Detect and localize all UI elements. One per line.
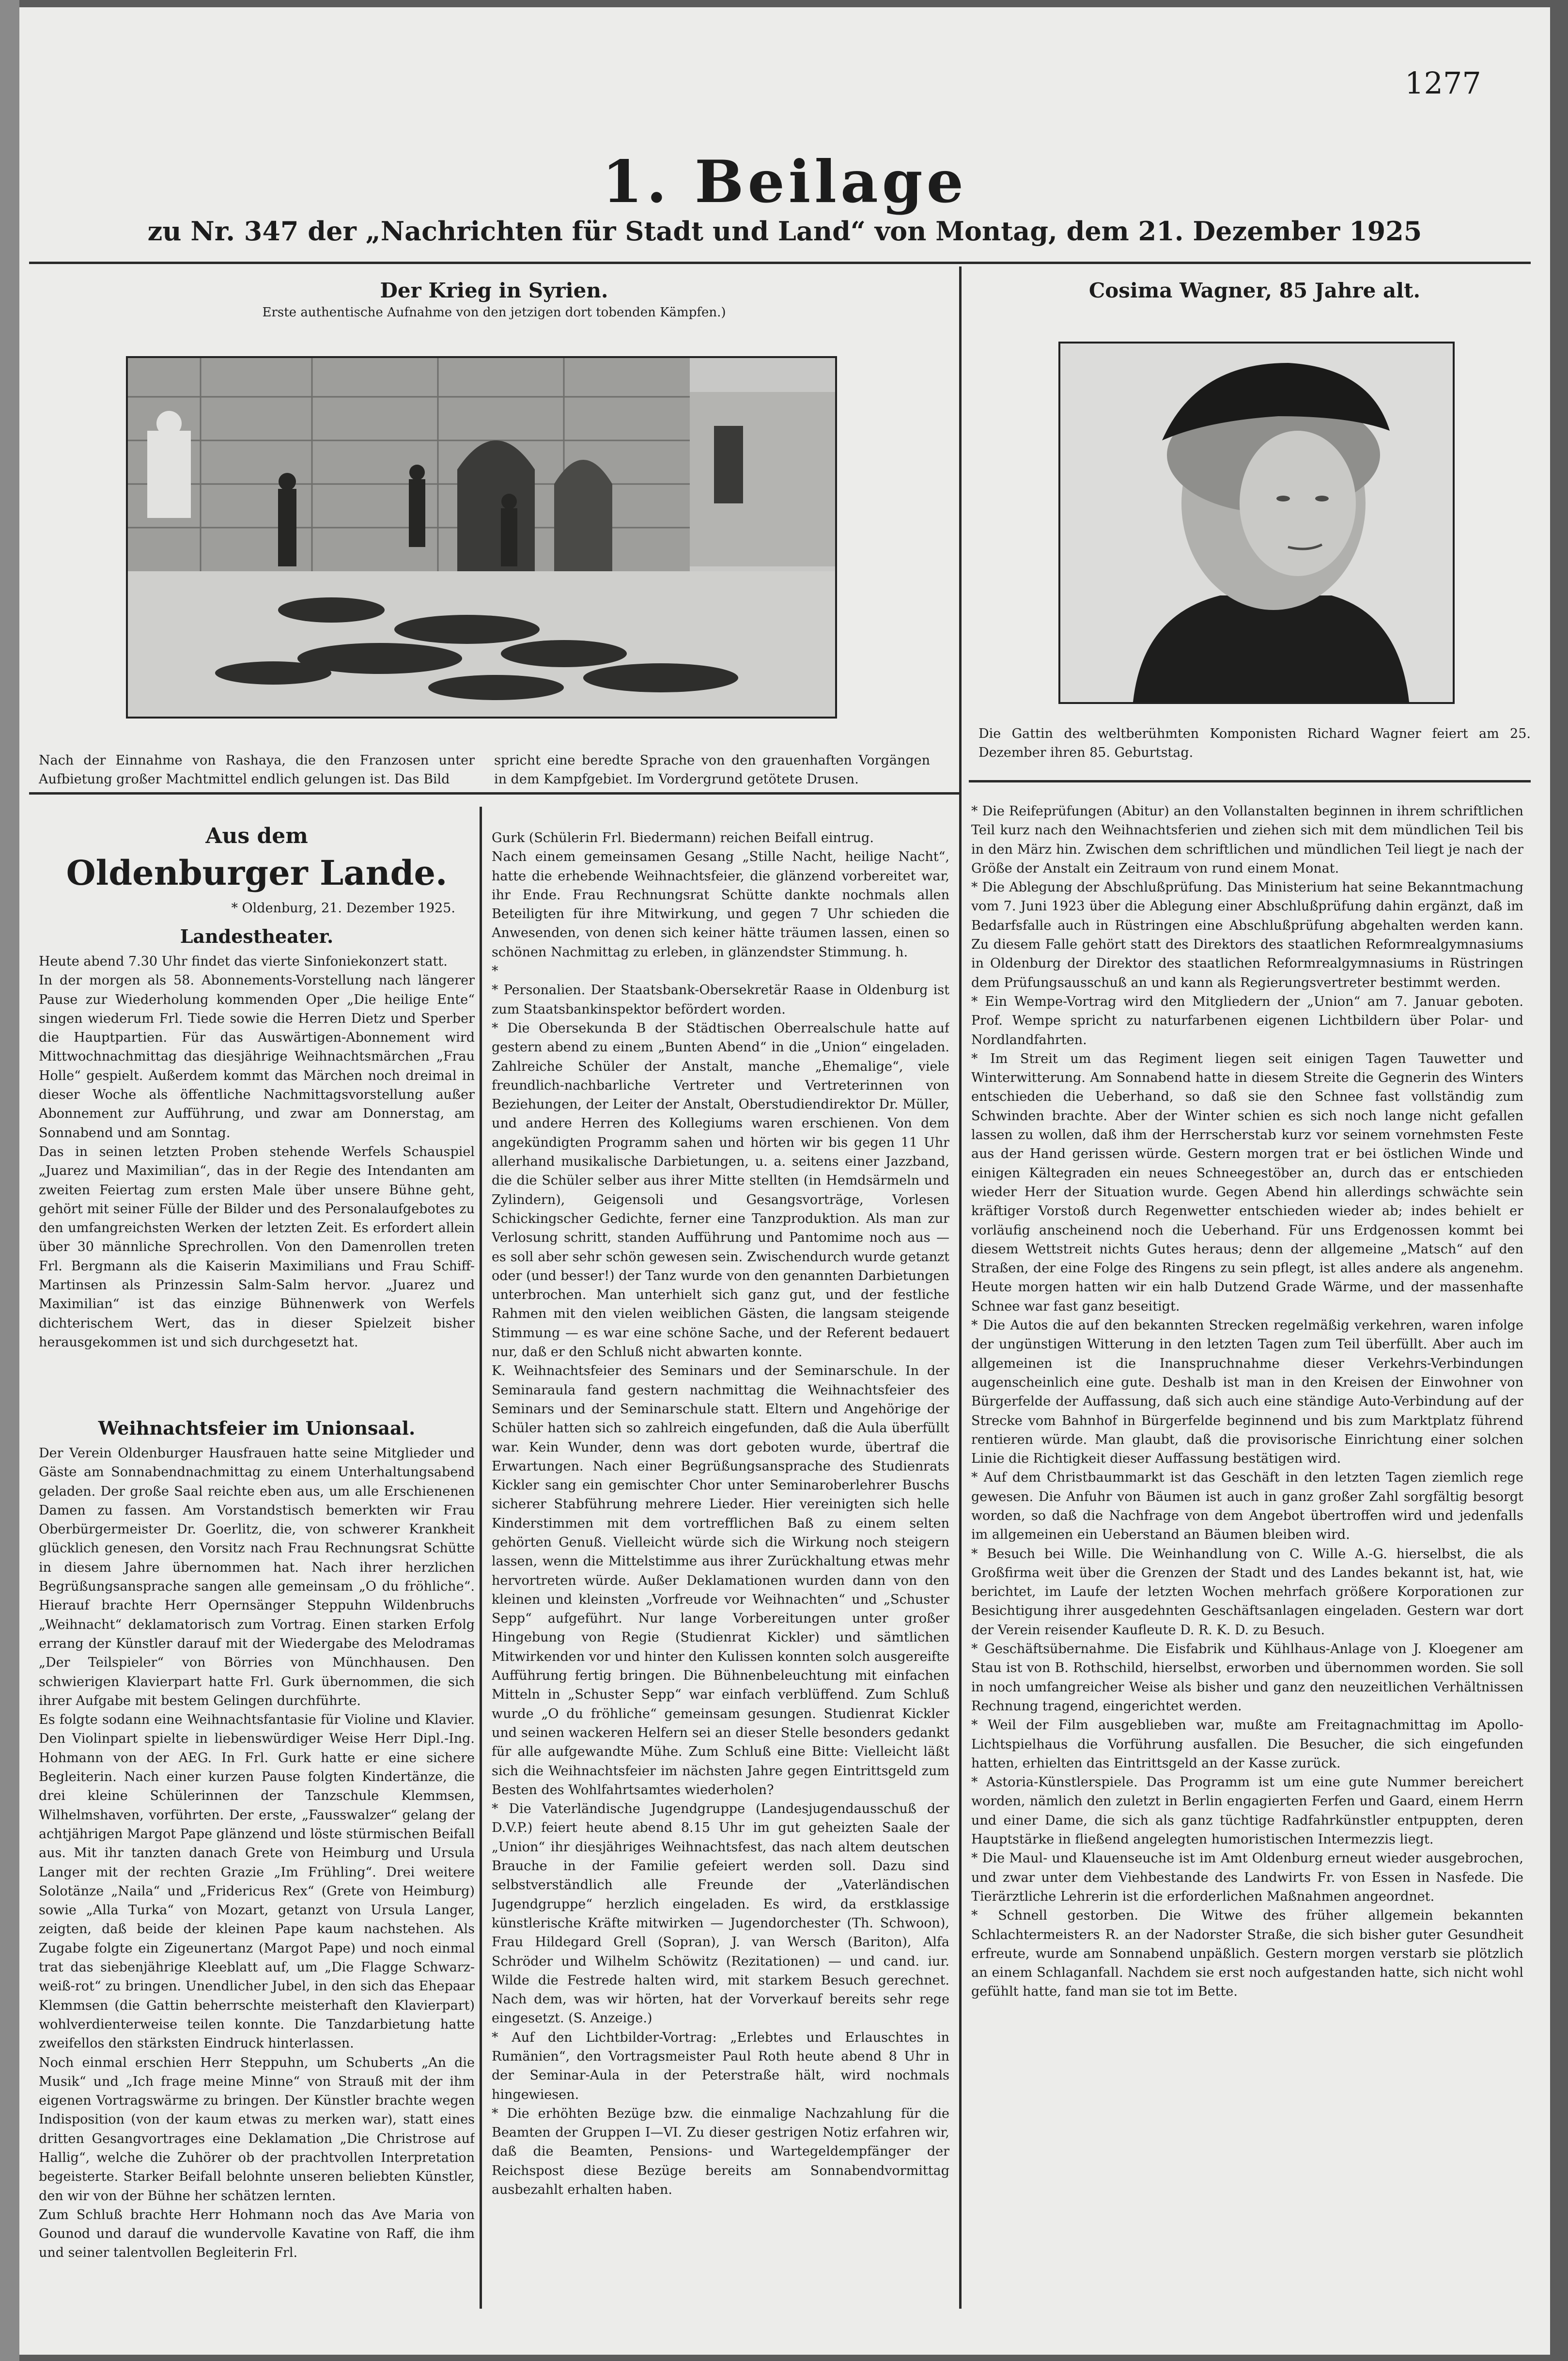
page-number: 1277	[1405, 65, 1481, 101]
rule-left-under-photo	[29, 792, 959, 795]
scan-gutter	[0, 0, 19, 2361]
section-kicker: Aus dem	[205, 824, 308, 848]
syria-photo-image	[128, 358, 835, 717]
syria-caption-right: spricht eine beredte Sprache von den grauenhaften Vorgängen in dem Kampfgebiet. Im Vordergrund getötete Drusen.	[494, 753, 930, 787]
newspaper-page	[19, 7, 1550, 2355]
masthead-title: 1. Beilage	[602, 148, 967, 216]
syria-title: Der Krieg in Syrien.	[380, 279, 608, 302]
column-rule-2	[959, 795, 962, 2309]
syria-caption-left: Nach der Einnahme von Rashaya, die den Franzosen unter Aufbietung großer Machtmittel endlich gelungen ist. Das Bild	[39, 753, 475, 787]
section-dateline: * Oldenburg, 21. Dezember 1925.	[231, 901, 455, 916]
col1-head-theatre: Landestheater.	[180, 925, 334, 947]
syria-photo	[126, 356, 837, 719]
wagner-title: Cosima Wagner, 85 Jahre alt.	[1088, 279, 1421, 302]
col1-head-union: Weihnachtsfeier im Unionsaal.	[98, 1417, 416, 1439]
rule-right-under-caption	[969, 780, 1531, 782]
col2-text: Gurk (Schülerin Frl. Biedermann) reichen Beifall eintrug. Nach einem gemeinsamen Gesang „Stille Nacht, heilige Nacht“, hatte die erhebende Weihnachtsfeier, die glänzend vorbereitet war, ihr Ende. Frau Rechnungsrat Schütte dankte nochmals allen Beteiligten für ihre Mitwirkung, und gegen 7 Uhr schieden die Anwesenden, von denen sich keiner hätte träumen lassen, einen so schönen Nachmittag zu erleben, in glänzendster Stimmung. h. * * Personalien. Der Staatsbank-Obersekretär Raase in Oldenburg ist zum Staatsbankinspektor befördert worden. * Die Obersekunda B der Städtischen Oberrealschule hatte auf gestern abend zu einem „Bunten Abend“ in die „Union“ eingeladen. Zahlreiche Schüler der Anstalt, manche „Ehemalige“, viele freundlich-nachbarliche Vertreter und Vertreterinnen von Beziehungen, der Leiter der Anstalt, Oberstudiendirektor Dr. Müller, und andere Herren des Kollegiums waren erschienen. Von dem angekündigten Programm sahen und hörten wir bis gegen 11 Uhr allerhand musikalische Darbietungen, u. a. seitens einer Jazzband, die die Schüler selber aus ihrer Mitte stellten (in Hemdsärmeln und Zylindern), Geigensoli und Gesangsvorträge, Vorlesen Schickingscher Gedichte, ferner eine Tanzproduktion. Als man zur Verlosung schritt, standen Aufführung und Pantomime noch aus — es soll aber sehr schön gewesen sein. Zwischendurch wurde getanzt oder (und besser!) der Tanz wurde von den genannten Darbietungen unterbrochen. Man unterhielt sich ganz gut, und der festliche Rahmen mit den vielen weiblichen Gästen, die langsam steigende Stimmung — es war eine schöne Sache, und der Referent bedauert nur, daß er den Schluß nicht abwarten konnte. K. Weihnachtsfeier des Seminars und der Seminarschule. In der Seminaraula fand gestern nachmittag die Weihnachtsfeier des Seminars und der Seminarschule statt. Eltern und Angehörige der Schüler hatten sich so zahlreich eingefunden, daß die Aula überfüllt war. Kein Wunder, denn was dort geboten wurde, übertraf die Erwartungen. Nach einer Begrüßungsansprache des Studienrats Kickler sang ein gemischter Chor unter Seminaroberlehrer Buschs sicherer Stabführung mehrere Lieder. Hier vereinigten sich helle Kinderstimmen mit dem vortrefflichen Baß zu einem selten gehörten Genuß. Vielleicht würde sich die Wirkung noch steigern lassen, wenn die Mittelstimme aus ihrer Zurückhaltung etwas mehr hervortreten würde. Außer Deklamationen wurden dann von den kleinen und kleinsten „Vorfreude vor Weihnachten“ und „Schuster Sepp“ aufgeführt. Nur lange Vorbereitungen unter großer Hingebung von Regie (Studienrat Kickler) und sämtlichen Mitwirkenden vor und hinter den Kulissen konnten solch ausgereifte Aufführung fertig bringen. Die Bühnenbeleuchtung mit einfachen Mitteln in „Schuster Sepp“ war einfach verblüffend. Zum Schluß wurde „O du fröhliche“ gemeinsam gesungen. Studienrat Kickler und seinen wackeren Helfern sei an dieser Stelle besonders gedankt für alle aufgewandte Mühe. Zum Schluß eine Bitte: Vielleicht läßt sich die Weihnachtsfeier im nächsten Jahre gegen Eintrittsgeld zum Besten des Wohlfahrtsamtes wiederholen? * Die Vaterländische Jugendgruppe (Landesjugendausschuß der D.V.P.) feiert heute abend 8.15 Uhr im gut geheizten Saale der „Union“ ihr diesjähriges Weihnachtsfest, das nach altem deutschen Brauche in der Familie gefeiert werden soll. Dazu sind selbstverständlich alle Freunde der „Vaterländischen Jugendgruppe“ herzlich eingeladen. Es wird, da erstklassige künstlerische Kräfte mitwirken — Jugendorchester (Th. Schwoon), Frau Hildegard Grell (Sopran), J. van Wersch (Bariton), Alfa Schröder und Wilhelm Schöwitz (Rezitationen) — und cand. iur. Wilde die Festrede halten wird, mit starkem Besuch gerechnet. Nach dem, was wir hörten, hat der Vorverkauf bereits sehr rege eingesetzt. (S. Anzeige.) * Auf den Lichtbilder-Vortrag: „Erlebtes und Erlauschtes in Rumänien“, den Vortragsmeister Paul Roth heute abend 8 Uhr in der Seminar-Aula in der Peterstraße hält, wird nochmals hingewiesen. * Die erhöhten Bezüge bzw. die einmalige Nachzahlung für die Beamten der Gruppen I—VI. Zu dieser gestrigen Notiz erfahren wir, daß die Beamten, Pensions- und Wartegeldempfänger der Reichspost diese Bezüge bereits am Sonnabendvormittag ausbezahlt erhalten haben.	[492, 830, 949, 2198]
wagner-caption: Die Gattin des weltberühmten Komponisten Richard Wagner feiert am 25. Dezember ihren 85. Geburtstag.	[978, 726, 1531, 760]
masthead-rule	[29, 262, 1531, 264]
col1-union-text: Der Verein Oldenburger Hausfrauen hatte seine Mitglieder und Gäste am Sonnabendnachmittag zu einem Unterhaltungsabend geladen. Der große Saal reichte eben aus, um alle Erschienenen Damen zu fassen. Am Vorstandstisch bemerkten wir Frau Oberbürgermeister Dr. Goerlitz, die, von schwerer Krankheit glücklich genesen, den Vorsitz nach Frau Rechnungsrat Schütte in diesem Jahre übernommen hat. Nach ihrer herzlichen Begrüßungsansprache sangen alle gemeinsam „O du fröhliche“. Hierauf brachte Herr Opernsänger Steppuhn Wildenbruchs „Weihnacht“ deklamatorisch zum Vortrag. Einen starken Erfolg errang der Künstler darauf mit der Wiedergabe des Melodramas „Der Teilspieler“ von Börries von Münchhausen. Den schwierigen Klavierpart hatte Frl. Gurk übernommen, die sich ihrer Aufgabe mit bestem Gelingen durchführte. Es folgte sodann eine Weihnachtsfantasie für Violine und Klavier. Den Violinpart spielte in liebenswürdiger Weise Herr Dipl.-Ing. Hohmann von der AEG. In Frl. Gurk hatte er eine sichere Begleiterin. Nach einer kurzen Pause folgten Kindertänze, die drei kleine Schülerinnen der Tanzschule Klemmsen, Wilhelmshaven, vorführten. Der erste, „Fausswalzer“ gelang der achtjährigen Margot Pape glänzend und löste stürmischen Beifall aus. Mit ihr tanzten danach Grete von Heimburg und Ursula Langer mit der rechten Grazie „Im Frühling“. Drei weitere Solotänze „Naila“ und „Fridericus Rex“ (Grete von Heimburg) sowie „Alla Turka“ von Mozart, getanzt von Ursula Langer, zeigten, daß beide der kleinen Pape kaum nachstehen. Als Zugabe folgte ein Zigeunertanz (Margot Pape) und noch einmal trat das siebenjährige Kleeblatt auf, um „Die Flagge Schwarz-weiß-rot“ zu bringen. Unendlicher Jubel, in den sich das Ehepaar Klemmsen (die Gattin beherrschte meisterhaft den Klavierpart) wohlverdienterweise teilen konnte. Die Tanzdarbietung hatte zweifellos den stärksten Eindruck hinterlassen. Noch einmal erschien Herr Steppuhn, um Schuberts „An die Musik“ und „Ich frage meine Minne“ von Strauß mit der ihm eigenen Vortragswärme zu bringen. Der Künstler brachte wegen Indisposition (von der kaum etwas zu merken war), statt eines dritten Gesangvortrages eine Deklamation „Die Christrose auf Hallig“, welche die Zuhörer ob der prachtvollen Interpretation begeisterte. Starker Beifall belohnte unseren beliebten Künstler, den wir von der Bühne her schätzen lernten. Zum Schluß brachte Herr Hohmann noch das Ave Maria von Gounod und darauf die wundervolle Kavatine von Raff, die ihm und seiner talentvollen Begleiterin Frl.	[39, 1446, 475, 2261]
wagner-portrait	[1058, 342, 1455, 704]
wagner-portrait-image	[1060, 344, 1453, 702]
column-rule-photo	[959, 266, 962, 795]
syria-subtitle: Erste authentische Aufnahme von den jetzigen dort tobenden Kämpfen.)	[262, 305, 726, 320]
section-title: Oldenburger Lande.	[66, 853, 448, 893]
col1-theatre-text: Heute abend 7.30 Uhr findet das vierte Sinfoniekonzert statt. In der morgen als 58. Abonnements-Vorstellung nach längerer Pause zur Wiederholung kommenden Oper „Die heilige Ente“ singen wiederum Frl. Tiede sowie die Herren Dietz und Sperber die Hauptpartien. Für das Auswärtigen-Abonnement wird Mittwochnachmittag das diesjährige Weihnachtsmärchen „Frau Holle“ gespielt. Außerdem kommt das Märchen noch dreimal in dieser Woche als öffentliche Nachmittagsvorstellung außer Abonnement zur Aufführung, und zwar am Donnerstag, am Sonnabend und am Sonntag. Das in seinen letzten Proben stehende Werfels Schauspiel „Juarez und Maximilian“, das in der Regie des Intendanten am zweiten Feiertag zum ersten Male über unsere Bühne geht, gehört mit seiner Fülle der Bilder und des Personalaufgebotes zu den umfangreichsten Werken der letzten Zeit. Es erfordert allein über 30 männliche Sprechrollen. Von den Damenrollen treten Frl. Bergmann als die Kaiserin Maximilians und Frau Schiff-Martinsen als Prinzessin Salm-Salm hervor. „Juarez und Maximilian“ ist das einzige Bühnenwerk von Werfels dichterischem Wert, das in dieser Spielzeit bisher herausgekommen ist und sich durchgesetzt hat.	[39, 954, 475, 1350]
masthead-subtitle: zu Nr. 347 der „Nachrichten für Stadt und Land“ von Montag, dem 21. Dezember 1925	[147, 216, 1422, 247]
column-rule-1	[480, 807, 482, 2309]
col3-text: * Die Reifeprüfungen (Abitur) an den Vollanstalten beginnen in ihrem schriftlichen Teil kurz nach den Weihnachtsferien und ziehen sich mit dem mündlichen Teil bis in den März hin. Zwischen dem schriftlichen und mündlichen Teil liegt je nach der Größe der Anstalt ein Zeitraum von rund einem Monat. * Die Ablegung der Abschlußprüfung. Das Ministerium hat seine Bekanntmachung vom 7. Juni 1923 über die Ablegung einer Abschlußprüfung dahin ergänzt, daß im Bedarfsfalle auch in Rüstringen eine Abschlußprüfung abgehalten werden kann. Zu diesem Falle gehört statt des Direktors des staatlichen Reformrealgymnasiums in Oldenburg der Direktor des staatlichen Reformrealgymnasiums in Rüstringen dem Prüfungsausschuß an und kann als Regierungsvertreter bestimmt werden. * Ein Wempe-Vortrag wird den Mitgliedern der „Union“ am 7. Januar geboten. Prof. Wempe spricht zu naturfarbenen eigenen Lichtbildern über Polar- und Nordlandfahrten. * Im Streit um das Regiment liegen seit einigen Tagen Tauwetter und Winterwitterung. Am Sonnabend hatte in diesem Streite die Gegnerin des Winters entschieden die Ueberhand, so daß sie den Schnee fast vollständig zum Schwinden brachte. Aber der Winter schien es sich noch lange nicht gefallen lassen zu wollen, daß ihm der Herrscherstab kurz vor seinem vornehmsten Feste aus der Hand gerissen würde. Gestern morgen trat er bei östlichen Winde und einigen Kältegraden ein neues Schneegestöber an, durch das er entschieden wieder Herr der Situation wurde. Gegen Abend hin allerdings schwächte sein kräftiger Vorstoß durch Regenwetter entschieden wieder ab; indes behielt er vorläufig anscheinend noch die Ueberhand. Für uns Erdgenossen kommt bei diesem Wettstreit nichts Gutes heraus; denn der allgemeine „Matsch“ auf den Straßen, der eine Folge des Ringens zu sein pflegt, ist alles andere als angenehm. Heute morgen hatten wir ein halb Dutzend Grade Wärme, und der massenhafte Schnee war fast ganz beseitigt. * Die Autos die auf den bekannten Strecken regelmäßig verkehren, waren infolge der ungünstigen Witterung in den letzten Tagen zum Teil überfüllt. Aber auch im allgemeinen ist die Inanspruchnahme dieser Verkehrs-Verbindungen augenscheinlich eine gute. Deshalb ist man in den Kreisen der Einwohner von Bürgerfelde der Auffassung, daß sich auch eine ständige Auto-Verbindung auf der Strecke vom Bahnhof in Bürgerfelde beginnend und bis zum Marktplatz führend rentieren würde. Man glaubt, daß die provisorische Einrichtung einer solchen Linie die Richtigkeit dieser Auffassung bestätigen wird. * Auf dem Christbaummarkt ist das Geschäft in den letzten Tagen ziemlich rege gewesen. Die Anfuhr von Bäumen ist auch in ganz großer Zahl sorgfältig besorgt worden, so daß die Nachfrage von dem Angebot übertroffen wird und jedenfalls im allgemeinen ein Ueberstand an Bäumen bleiben wird. * Besuch bei Wille. Die Weinhandlung von C. Wille A.-G. hierselbst, die als Großfirma weit über die Grenzen der Stadt und des Landes bekannt ist, hat, wie berichtet, im Laufe der letzten Wochen mehrfach größere Korporationen zur Besichtigung ihrer ausgedehnten Geschäftsanlagen eingeladen. Gestern war dort der Verein reisender Kaufleute D. R. K. D. zu Besuch. * Geschäftsübernahme. Die Eisfabrik und Kühlhaus-Anlage von J. Kloegener am Stau ist von B. Rothschild, hierselbst, erworben und übernommen worden. Sie soll in noch umfangreicher Weise als bisher und ganz den neuzeitlichen Verhältnissen Rechnung tragend, eingerichtet werden. * Weil der Film ausgeblieben war, mußte am Freitagnachmittag im Apollo-Lichtspielhaus die Vorführung ausfallen. Die Besucher, die sich eingefunden hatten, erhielten das Eintrittsgeld an der Kasse zurück. * Astoria-Künstlerspiele. Das Programm ist um eine gute Nummer bereichert worden, nämlich den zuletzt in Berlin engagierten Ferfen und Gaard, einem Herrn und einer Dame, die sich als ganz tüchtige Radfahrkünstler entpuppten, deren Hauptstärke in fließend angelegten humoristischen Intermezzis liegt. * Die Maul- und Klauenseuche ist im Amt Oldenburg erneut wieder ausgebrochen, und zwar unter dem Viehbestande des Landwirts Fr. von Essen in Nasfede. Die Tierärztliche Lehrerin ist die erforderlichen Maßnahmen angeordnet. * Schnell gestorben. Die Witwe des früher allgemein bekannten Schlachtermeisters R. an der Nadorster Straße, die sich bisher guter Gesundheit erfreute, wurde am Sonnabend unpäßlich. Gestern morgen verstarb sie plötzlich an einem Schlaganfall. Nachdem sie erst noch aufgestanden hatte, sich nicht wohl gefühlt hatte, fand man sie tot im Bette.	[971, 804, 1523, 2000]
